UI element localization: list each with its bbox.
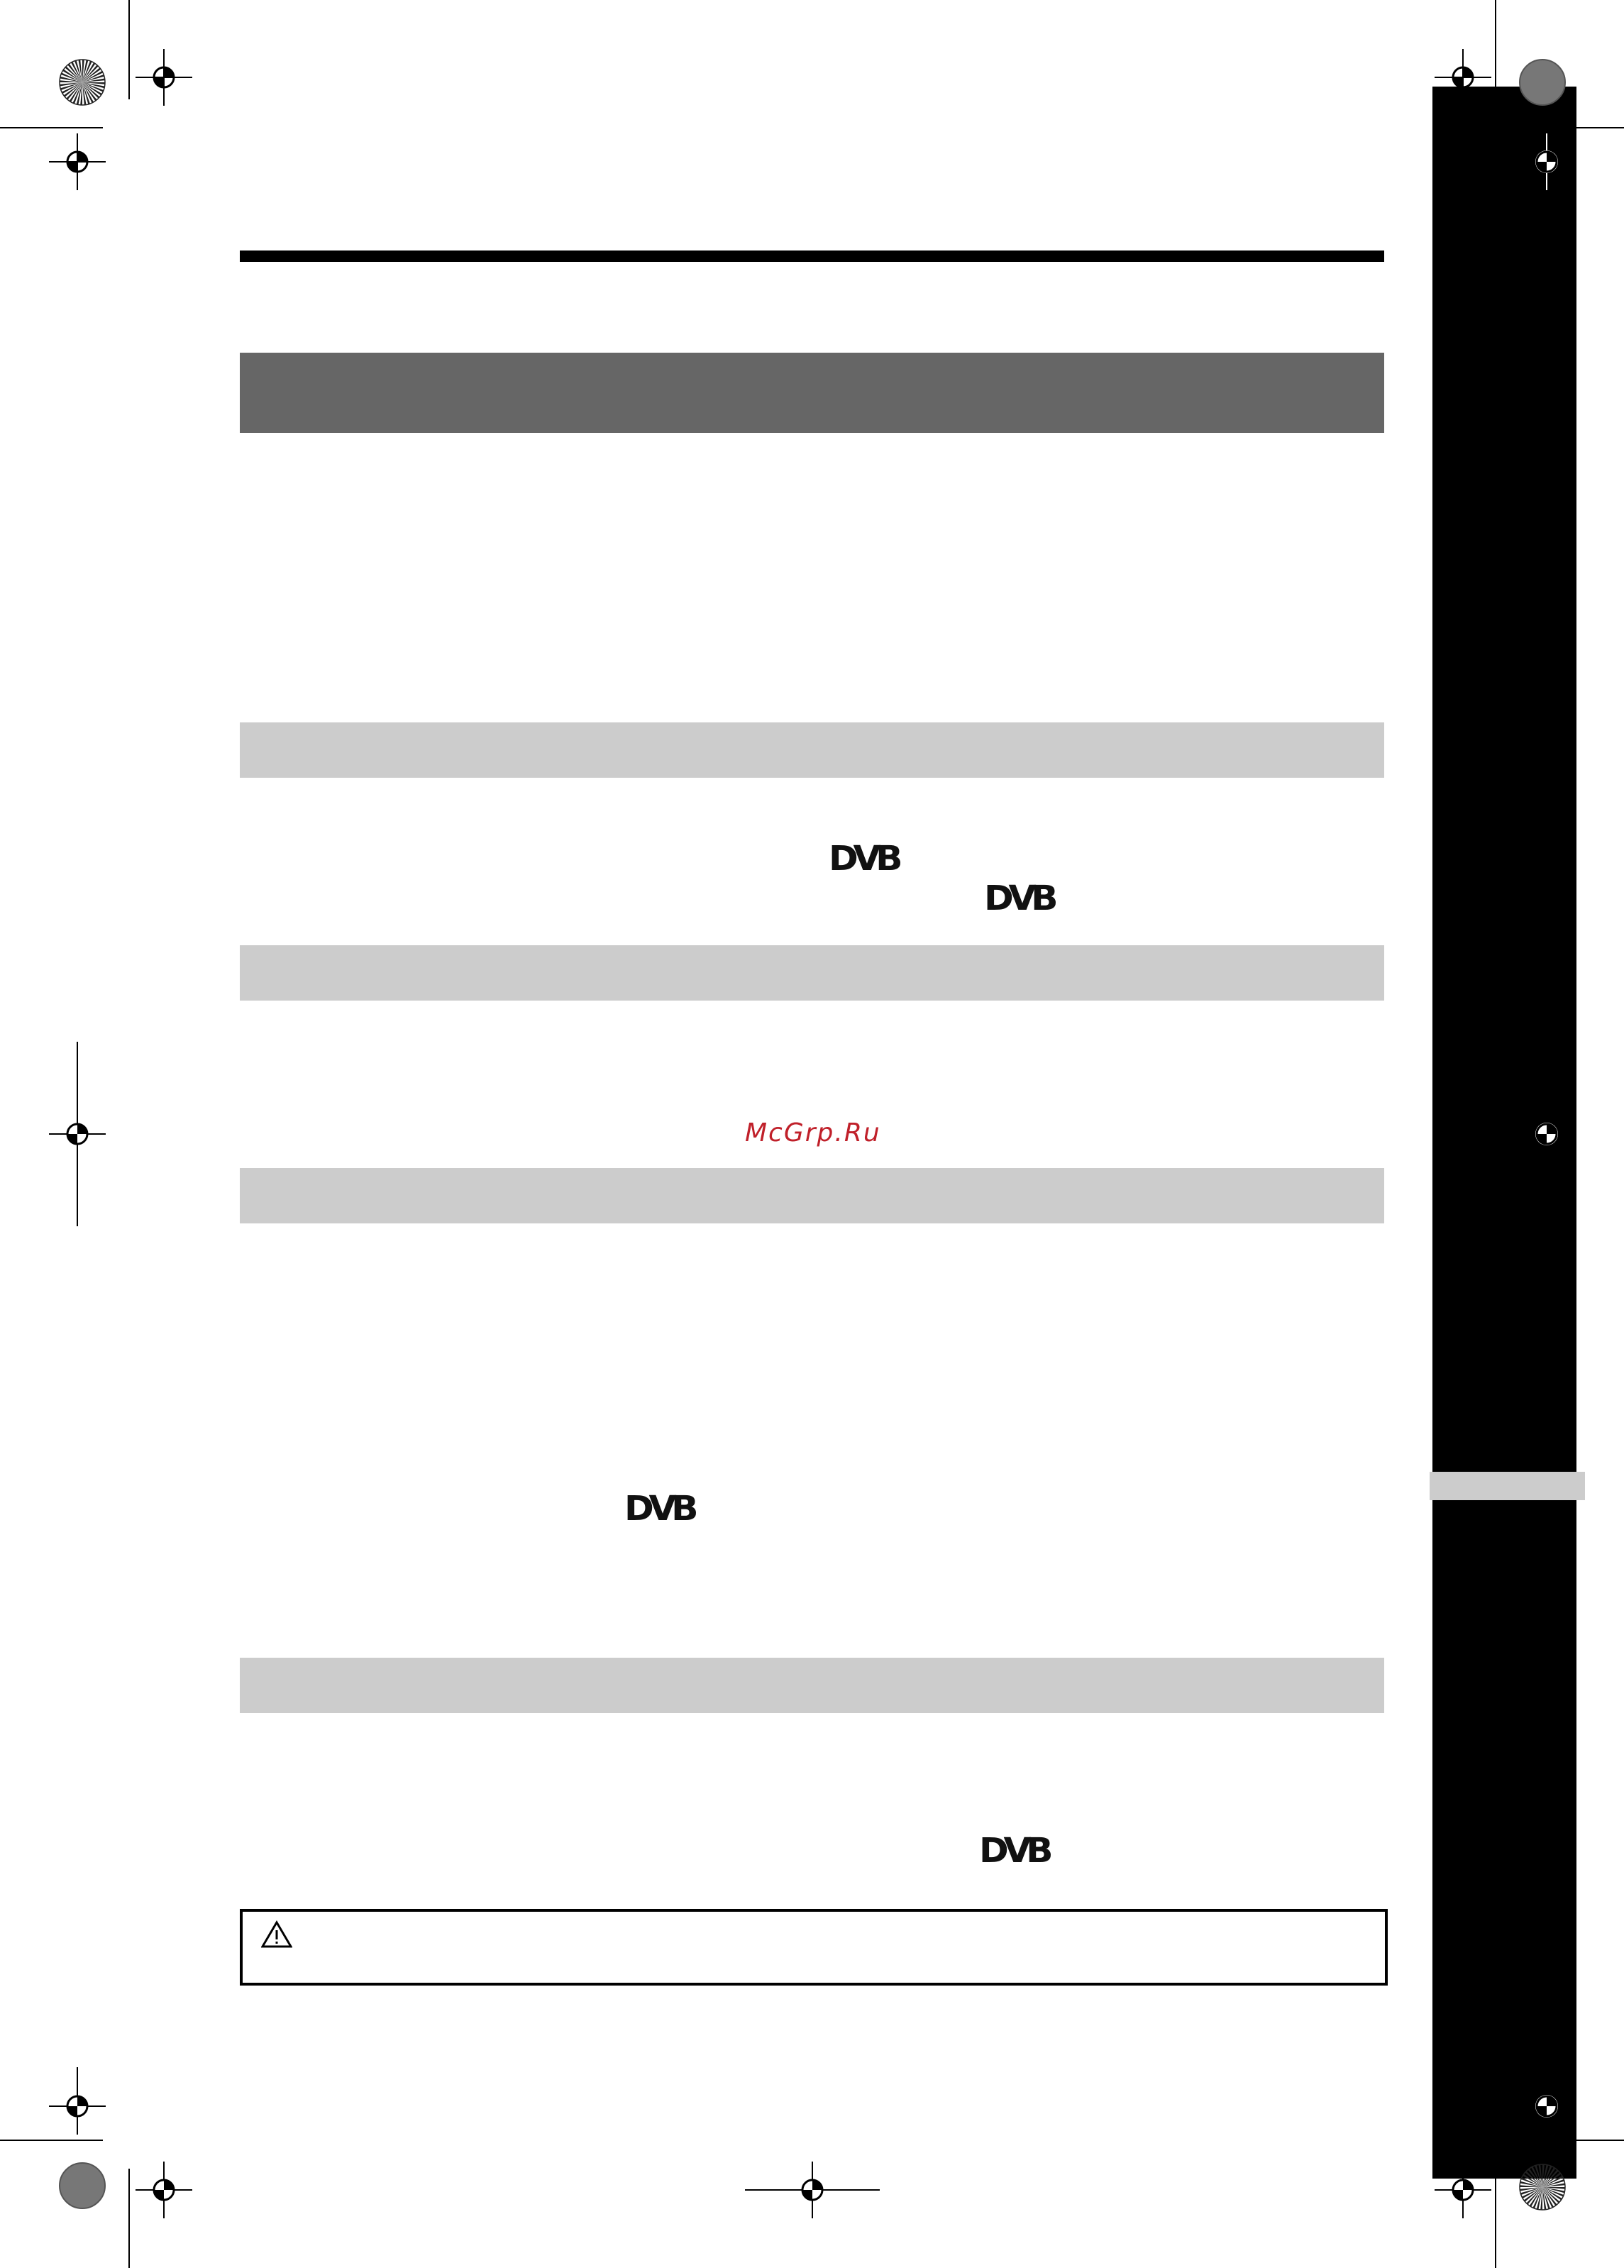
dvb-logo: DVB [829,839,898,879]
crosshair-registration-icon [1518,1106,1575,1162]
crosshair-registration-icon [49,1106,106,1162]
dvb-logo: DVB [979,1831,1049,1871]
crosshair-registration-icon [49,133,106,190]
crosshair-registration-icon [136,2162,192,2218]
starburst-icon [1518,2163,1567,2211]
crosshair-registration-icon [1435,49,1491,106]
watermark-text: McGrp.Ru [745,1118,881,1147]
crosshair-registration-icon [1518,2078,1575,2135]
dvb-logo: DVB [624,1489,694,1529]
crosshair-registration-icon [784,2162,841,2218]
starburst-icon [58,58,106,106]
dvb-logo: DVB [984,879,1054,918]
gray-disc-icon [1518,58,1567,106]
gray-disc-icon [58,2162,106,2210]
crosshair-registration-icon [49,2078,106,2135]
crosshair-registration-icon [1435,2162,1491,2218]
crosshair-registration-icon [1518,133,1575,190]
crosshair-registration-icon [136,49,192,106]
